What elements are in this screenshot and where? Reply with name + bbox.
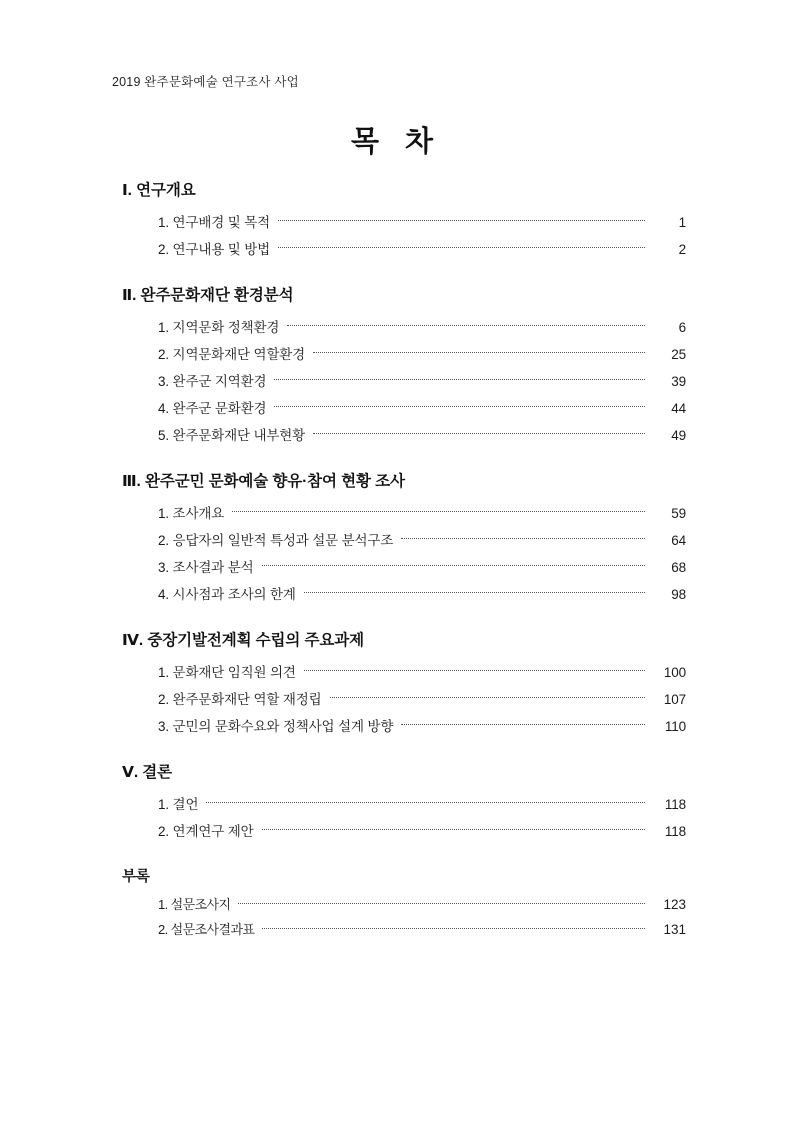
toc-entry-page-number: 49 xyxy=(671,427,686,443)
toc-leader-dots xyxy=(278,246,645,248)
toc-entry[interactable] xyxy=(158,366,686,393)
toc-entry-label: 3. 조사결과 분석 xyxy=(158,559,254,575)
toc-entry-page-number: 6 xyxy=(678,319,686,335)
toc-entry[interactable] xyxy=(158,312,686,339)
toc-leader-dots xyxy=(313,432,645,434)
toc-entry-page-number: 110 xyxy=(664,718,686,734)
toc-entry[interactable] xyxy=(158,498,686,525)
toc-entry-page-number: 64 xyxy=(671,532,686,548)
table-of-contents xyxy=(0,178,793,941)
toc-entry[interactable] xyxy=(158,789,686,816)
toc-leader-dots xyxy=(304,669,645,671)
toc-entry-label: 1. 결언 xyxy=(158,796,199,812)
toc-leader-dots xyxy=(238,902,645,904)
toc-leader-dots xyxy=(278,219,645,221)
toc-section xyxy=(0,628,793,738)
toc-entry-page-number: 118 xyxy=(664,823,686,839)
toc-entry[interactable] xyxy=(158,393,686,420)
toc-entry-page-number: 25 xyxy=(671,346,686,362)
toc-section-heading[interactable]: Ⅱ. 완주문화재단 환경분석 xyxy=(122,287,294,304)
toc-entry[interactable] xyxy=(158,552,686,579)
toc-entry-label: 1. 연구배경 및 목적 xyxy=(158,214,270,230)
toc-entry-page-number: 98 xyxy=(671,586,686,602)
toc-leader-dots xyxy=(206,801,645,803)
toc-entry-label: 4. 완주군 문화환경 xyxy=(158,400,267,416)
toc-entry[interactable] xyxy=(158,657,686,684)
toc-section xyxy=(0,760,793,843)
toc-leader-dots xyxy=(262,828,645,830)
toc-entry-page-number: 44 xyxy=(671,400,686,416)
toc-entry-label: 2. 설문조사결과표 xyxy=(158,922,255,937)
running-header: 2019 완주문화예술 연구조사 사업 xyxy=(112,75,299,89)
toc-entry-page-number: 107 xyxy=(663,691,686,707)
toc-entry-label: 1. 지역문화 정책환경 xyxy=(158,319,280,335)
toc-leader-dots xyxy=(313,351,645,353)
toc-leader-dots xyxy=(401,537,645,539)
toc-entry-page-number: 2 xyxy=(678,241,686,257)
toc-entry[interactable] xyxy=(158,420,686,447)
toc-entry[interactable] xyxy=(158,816,686,843)
toc-entry-label: 2. 지역문화재단 역할환경 xyxy=(158,346,306,362)
toc-entry[interactable] xyxy=(158,891,686,916)
toc-entry-label: 1. 조사개요 xyxy=(158,505,225,521)
toc-entry-label: 4. 시사점과 조사의 한계 xyxy=(158,586,296,602)
toc-entry[interactable] xyxy=(158,339,686,366)
toc-entry[interactable] xyxy=(158,711,686,738)
toc-entry[interactable] xyxy=(158,916,686,941)
toc-section-heading[interactable]: Ⅰ. 연구개요 xyxy=(122,182,196,199)
toc-section-heading[interactable]: 부록 xyxy=(122,869,150,885)
toc-section-heading[interactable]: Ⅲ. 완주군민 문화예술 향유·참여 현황 조사 xyxy=(122,473,405,490)
toc-entry[interactable] xyxy=(158,684,686,711)
toc-leader-dots xyxy=(262,927,645,929)
toc-section-heading[interactable]: Ⅳ. 중장기발전계획 수립의 주요과제 xyxy=(122,632,364,649)
toc-entry-label: 1. 설문조사지 xyxy=(158,897,231,912)
toc-entry-page-number: 68 xyxy=(671,559,686,575)
toc-leader-dots xyxy=(274,405,645,407)
toc-entry-page-number: 100 xyxy=(663,664,686,680)
toc-entry[interactable] xyxy=(158,234,686,261)
toc-entry-page-number: 59 xyxy=(671,505,686,521)
toc-entry[interactable] xyxy=(158,207,686,234)
toc-leader-dots xyxy=(274,378,645,380)
toc-entry-page-number: 123 xyxy=(663,897,686,912)
toc-leader-dots xyxy=(262,564,645,566)
toc-section-heading[interactable]: Ⅴ. 결론 xyxy=(122,764,173,781)
toc-entry-label: 2. 연계연구 제안 xyxy=(158,823,254,839)
toc-entry-label: 3. 군민의 문화수요와 정책사업 설계 방향 xyxy=(158,718,394,734)
page-title: 목 차 xyxy=(350,126,443,158)
toc-section xyxy=(0,469,793,606)
toc-section xyxy=(0,178,793,261)
toc-entry-label: 2. 완주문화재단 역할 재정립 xyxy=(158,691,322,707)
toc-entry[interactable] xyxy=(158,579,686,606)
toc-entry-label: 2. 응답자의 일반적 특성과 설문 분석구조 xyxy=(158,532,394,548)
toc-entry[interactable] xyxy=(158,525,686,552)
toc-entry-page-number: 131 xyxy=(663,922,686,937)
toc-entry-label: 3. 완주군 지역환경 xyxy=(158,373,267,389)
toc-leader-dots xyxy=(232,510,645,512)
toc-leader-dots xyxy=(304,591,645,593)
toc-entry-label: 1. 문화재단 임직원 의견 xyxy=(158,664,296,680)
toc-entry-page-number: 1 xyxy=(678,214,686,230)
toc-section xyxy=(0,283,793,447)
toc-section xyxy=(0,865,793,941)
toc-entry-label: 5. 완주문화재단 내부현황 xyxy=(158,427,306,443)
toc-leader-dots xyxy=(287,324,645,326)
toc-entry-page-number: 118 xyxy=(664,796,686,812)
toc-entry-label: 2. 연구내용 및 방법 xyxy=(158,241,270,257)
toc-entry-page-number: 39 xyxy=(671,373,686,389)
toc-leader-dots xyxy=(401,723,645,725)
toc-leader-dots xyxy=(330,696,645,698)
